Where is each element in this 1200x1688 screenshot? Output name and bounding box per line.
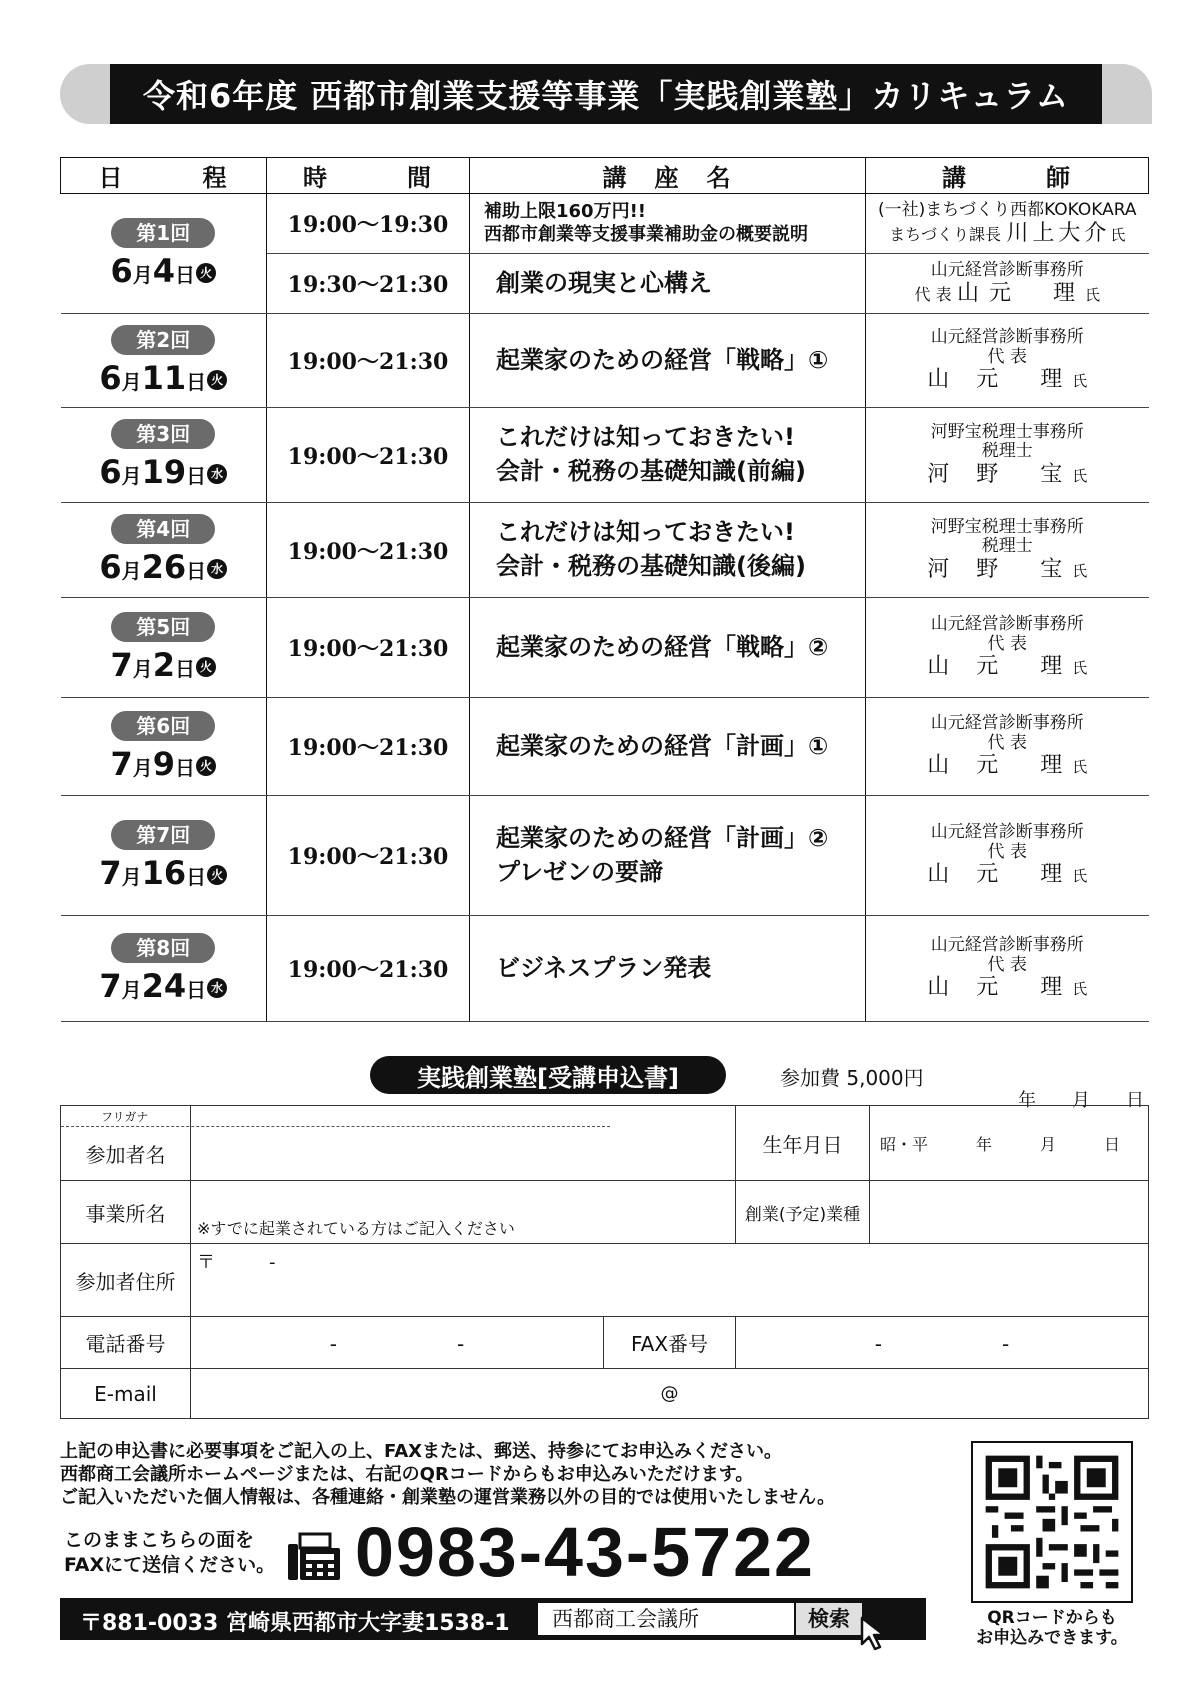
session-number-badge: 第7回 [111,820,215,850]
course-cell: これだけは知っておきたい! 会計・税務の基礎知識(前編) [470,408,866,503]
header-time: 時 間 [267,158,470,194]
table-row [61,314,1149,408]
course-cell: 起業家のための経営「戦略」① [470,314,866,408]
header-instructor: 講 師 [866,158,1149,194]
birthdate-label: 生年月日 [736,1106,870,1181]
instructor-cell: 山元経営診断事務所 代 表 山 元 理氏 [866,698,1149,796]
course-cell: 起業家のための経営「計画」① [470,698,866,796]
name-input[interactable] [191,1106,736,1181]
name-label-cell [61,1106,191,1181]
course-cell: ビジネスプラン発表 [470,916,866,1022]
session-number-badge: 第5回 [111,612,215,642]
weekday-badge: 水 [207,464,227,484]
birthdate-input[interactable]: 昭・平 年 月 日 [870,1106,1149,1181]
session-number-badge: 第3回 [111,419,215,449]
industry-label: 創業(予定)業種 [736,1181,870,1244]
session-number-badge: 第4回 [111,514,215,544]
course-cell: 創業の現実と心構え [470,254,866,314]
course-cell: 補助上限160万円!! 西都市創業等支援事業補助金の概要説明 [470,194,866,254]
weekday-badge: 火 [207,370,227,390]
session-number-badge: 第1回 [111,218,215,248]
furigana-label: フリガナ [101,1110,149,1124]
time-cell: 19:00〜21:30 [267,408,470,503]
table-row [61,796,1149,916]
fax-send-note: このままこちらの面を FAXにて送信ください。 [64,1529,276,1576]
time-cell: 19:00〜21:30 [267,916,470,1022]
fax-phone-number: 0983-43-5722 [355,1513,815,1591]
time-cell: 19:30〜21:30 [267,254,470,314]
weekday-badge: 火 [196,657,216,677]
table-row [61,916,1149,1022]
instructor-cell: 山元経営診断事務所 代 表 山 元 理氏 [866,598,1149,698]
address-label: 参加者住所 [61,1244,191,1317]
table-row [61,698,1149,796]
search-button[interactable]: 検索 [796,1603,862,1635]
search-input[interactable]: 西都商工会議所 [538,1603,794,1635]
office-input[interactable] [191,1181,736,1244]
fax-label: FAX番号 [604,1317,736,1369]
time-cell: 19:00〜21:30 [267,796,470,916]
session-date-cell: 第4回 6月26日 水 [61,503,267,598]
table-row [61,194,1149,254]
address-text: 〒881-0033 宮崎県西都市大字妻1538-1 [80,1611,510,1636]
session-date-cell: 第7回 7月16日 火 [61,796,267,916]
instructor-cell: 山元経営診断事務所 代 表 山 元 理氏 [866,796,1149,916]
weekday-badge: 火 [196,263,216,283]
instructor-cell: 河野宝税理士事務所 税理士 河 野 宝氏 [866,408,1149,503]
instructor-cell: 山元経営診断事務所 代 表 山 元 理氏 [866,916,1149,1022]
table-header-row [61,158,1149,194]
session-date-cell: 第8回 7月24日 水 [61,916,267,1022]
weekday-badge: 水 [207,978,227,998]
fax-input[interactable]: - - [736,1317,1149,1369]
cursor-icon [858,1616,892,1652]
office-label: 事業所名 [61,1181,191,1244]
table-row [61,503,1149,598]
weekday-badge: 火 [207,865,227,885]
application-form [60,1105,1149,1419]
table-row [61,408,1149,503]
fax-icon [286,1532,342,1582]
session-number-badge: 第8回 [111,933,215,963]
qr-caption: QRコードからも お申込みできます。 [976,1608,1128,1648]
table-row [61,598,1149,698]
header-course: 講 座 名 [470,158,866,194]
instructor-cell: (一社)まちづくり西都KOKOKARA まちづくり課長 川上大介氏 [866,194,1149,254]
name-label: 参加者名 [85,1143,166,1167]
qr-code[interactable] [971,1441,1133,1603]
email-label: E-mail [61,1369,191,1419]
application-title: 実践創業塾[受講申込書] [370,1056,726,1094]
application-date-field[interactable]: 年 月 日 [1018,1090,1144,1111]
course-cell: 起業家のための経営「計画」② プレゼンの要諦 [470,796,866,916]
course-cell: 起業家のための経営「戦略」② [470,598,866,698]
session-date-cell: 第2回 6月11日 火 [61,314,267,408]
time-cell: 19:00〜21:30 [267,598,470,698]
email-input[interactable]: @ [191,1369,1149,1419]
time-cell: 19:00〜21:30 [267,698,470,796]
phone-input[interactable]: - - [191,1317,604,1369]
session-number-badge: 第6回 [111,711,215,741]
phone-label: 電話番号 [61,1317,191,1369]
session-number-badge: 第2回 [111,325,215,355]
office-note: ※すでに起業されている方はご記入ください [197,1219,515,1238]
session-date-cell: 第1回 6月4日 火 [61,194,267,314]
participation-fee: 参加費 5,000円 [780,1066,924,1090]
course-cell: これだけは知っておきたい! 会計・税務の基礎知識(後編) [470,503,866,598]
instructor-cell: 河野宝税理士事務所 税理士 河 野 宝氏 [866,503,1149,598]
time-cell: 19:00〜21:30 [267,503,470,598]
weekday-badge: 火 [196,756,216,776]
weekday-badge: 水 [207,559,227,579]
instructor-cell: 山元経営診断事務所 代 表 山 元 理氏 [866,314,1149,408]
session-date-cell: 第3回 6月19日 水 [61,408,267,503]
session-date-cell: 第6回 7月9日 火 [61,698,267,796]
time-cell: 19:00〜21:30 [267,314,470,408]
page-title: 令和6年度 西都市創業支援等事業「実践創業塾」カリキュラム [110,64,1102,124]
instructor-cell: 山元経営診断事務所 代 表 山元 理氏 [866,254,1149,314]
time-cell: 19:00〜19:30 [267,194,470,254]
curriculum-table [60,157,1149,1022]
header-schedule: 日 程 [61,158,267,194]
industry-input[interactable] [870,1181,1149,1244]
session-date-cell: 第5回 7月2日 火 [61,598,267,698]
address-input[interactable]: 〒 - [191,1244,1149,1317]
application-notes: 上記の申込書に必要事項をご記入の上、FAXまたは、郵送、持参にてお申込みください。 西都商工会議所ホームページまたは、右記のQRコードからもお申込みいただけます。 ご記入いただいた個人情報は、各種連絡・創業塾の運営業務以外の目的では使用いたしません。 [60,1441,836,1508]
